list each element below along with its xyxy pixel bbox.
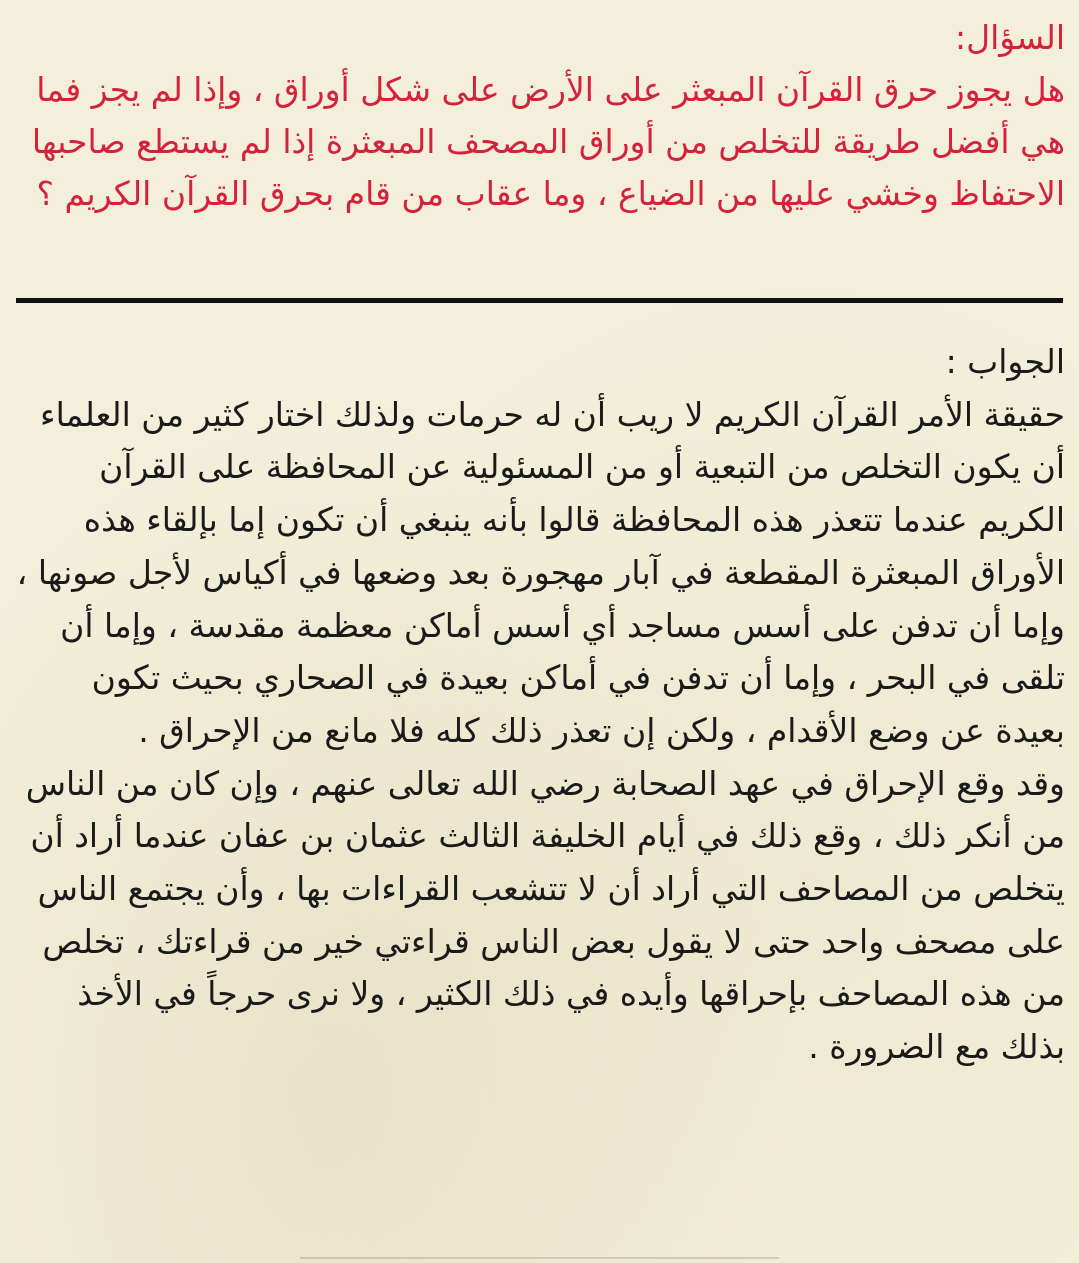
answer-paragraph: حقيقة الأمر القرآن الكريم لا ريب أن له حرمات ولذلك اختار كثير من العلماء أن يكون التخلص من التبعية أو من المسئولية عن المحافظة على القرآن الكريم عندما تتعذر هذه المحافظة قالوا بأنه ينبغي أن تكون إما بإلقاء هذه الأوراق المبعثرة المقطعة في آبار مهجورة بعد وضعها في أكياس لأجل صونها ، وإما أن تدفن على أسس مساجد أي أسس أماكن معظمة مقدسة ، وإما أن تلقى في البحر ، وإما أن تدفن في أماكن بعيدة في الصحاري بحيث تكون بعيدة عن وضع الأقدام ، ولكن إن تعذر ذلك كله فلا مانع من الإحراق . — [16, 394, 1065, 750]
question-section — [14, 12, 1065, 220]
answer-label: الجواب : — [945, 342, 1065, 381]
answer-paragraph: وقد وقع الإحراق في عهد الصحابة رضي الله تعالى عنهم ، وإن كان من الناس من أنكر ذلك ، وقع ذلك في أيام الخليفة الثالث عثمان بن عفان عندما أراد أن يتخلص من المصاحف التي أراد أن لا تتشعب القراءات بها ، وأن يجتمع الناس على مصحف واحد حتى لا يقول بعض الناس قراءتي خير من قراءتك ، تخلص من هذه المصاحف بإحراقها وأيده في ذلك الكثير ، ولا نرى حرجاً في الأخذ بذلك مع الضرورة . — [25, 763, 1065, 1067]
question-label: السؤال: — [955, 18, 1065, 57]
bottom-rule — [300, 1257, 779, 1259]
question-text: هل يجوز حرق القرآن المبعثر على الأرض على شكل أوراق ، وإذا لم يجز فما هي أفضل طريقة للتخلص من أوراق المصحف المبعثرة إذا لم يستطع صاحبها الاحتفاظ وخشي عليها من الضياع ، وما عقاب من قام بحرق القرآن الكريم ؟ — [31, 70, 1065, 213]
answer-section — [14, 336, 1065, 1074]
section-divider — [16, 298, 1063, 303]
